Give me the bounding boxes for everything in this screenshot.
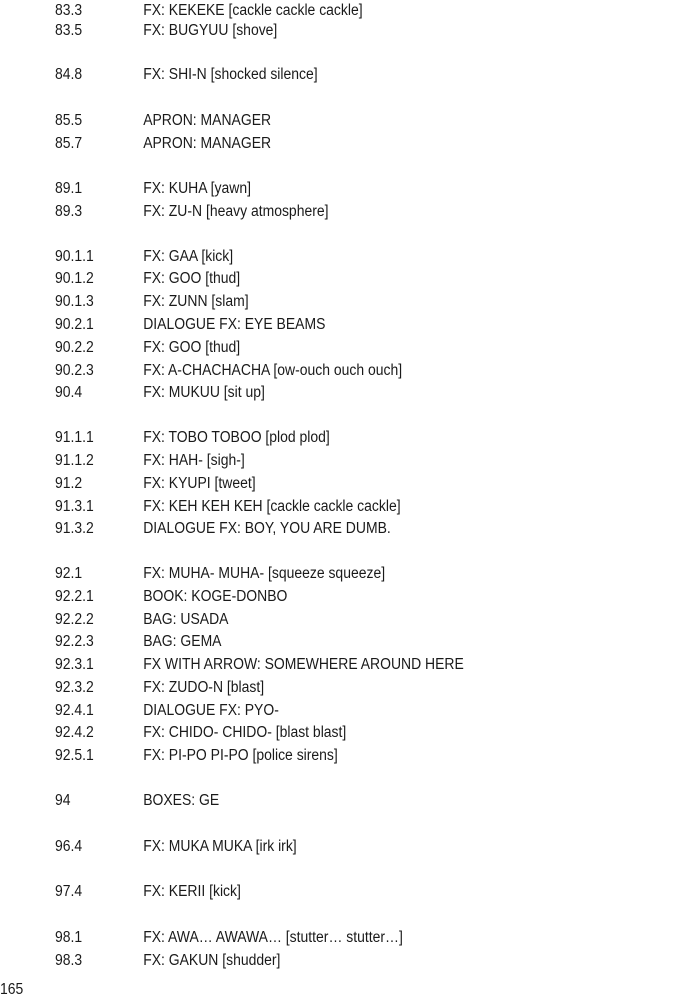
list-item	[55, 631, 622, 653]
entry-text: APRON: MANAGER	[143, 112, 272, 129]
entry-text: FX: ZUNN [slam]	[143, 293, 249, 310]
entry-text: DIALOGUE FX: BOY, YOU ARE DUMB.	[143, 520, 391, 537]
list-item	[55, 745, 622, 767]
list-item	[55, 360, 622, 382]
entry-ref: 90.4	[55, 384, 83, 401]
list-item	[55, 790, 622, 812]
entry-text: FX WITH ARROW: SOMEWHERE AROUND HERE	[143, 656, 464, 673]
entry-text: FX: GOO [thud]	[143, 270, 241, 287]
entry-ref: 85.5	[55, 112, 83, 129]
list-item	[55, 268, 622, 290]
entry-text: FX: KUHA [yawn]	[143, 180, 251, 197]
list-item	[55, 563, 622, 585]
entry-text: APRON: MANAGER	[143, 135, 272, 152]
entry-ref: 96.4	[55, 838, 83, 855]
entry-text: FX: MUHA- MUHA- [squeeze squeeze]	[143, 565, 386, 582]
entry-ref: 92.2.2	[55, 611, 94, 628]
entry-text: DIALOGUE FX: EYE BEAMS	[143, 316, 326, 333]
list-item	[55, 586, 622, 608]
entry-text: FX: AWA… AWAWA… [stutter… stutter…]	[143, 929, 403, 946]
entry-text: FX: MUKUU [sit up]	[143, 384, 265, 401]
list-item	[55, 722, 622, 744]
list-item	[55, 927, 622, 949]
entry-ref: 92.4.1	[55, 702, 94, 719]
entry-text: BAG: GEMA	[143, 633, 222, 650]
list-item	[55, 133, 622, 155]
page-number: 165	[0, 981, 24, 998]
entry-ref: 94	[55, 792, 71, 809]
list-item	[55, 836, 622, 858]
entry-text: FX: TOBO TOBOO [plod plod]	[143, 429, 330, 446]
entry-text: FX: HAH- [sigh-]	[143, 452, 245, 469]
entry-ref: 89.3	[55, 203, 83, 220]
list-item	[55, 496, 622, 518]
list-item	[55, 450, 622, 472]
entry-ref: 90.2.2	[55, 339, 94, 356]
entry-text: BAG: USADA	[143, 611, 229, 628]
entry-text: FX: GAKUN [shudder]	[143, 952, 281, 969]
entry-ref: 90.1.3	[55, 293, 94, 310]
entry-ref: 90.1.2	[55, 270, 94, 287]
list-item	[55, 64, 622, 86]
entry-text: FX: MUKA MUKA [irk irk]	[143, 838, 297, 855]
entry-ref: 83.5	[55, 22, 83, 39]
entry-ref: 89.1	[55, 180, 83, 197]
entry-text: BOOK: KOGE-DONBO	[143, 588, 288, 605]
entry-text: FX: CHIDO- CHIDO- [blast blast]	[143, 724, 347, 741]
entry-text: FX: KERII [kick]	[143, 883, 241, 900]
entry-ref: 91.3.1	[55, 498, 94, 515]
list-item	[55, 201, 622, 223]
entry-ref: 98.3	[55, 952, 83, 969]
entry-ref: 91.1.2	[55, 452, 94, 469]
entry-text: FX: ZU-N [heavy atmosphere]	[143, 203, 329, 220]
list-item	[55, 0, 622, 22]
entry-text: FX: SHI-N [shocked silence]	[143, 66, 318, 83]
entry-text: FX: ZUDO-N [blast]	[143, 679, 265, 696]
list-item	[55, 291, 622, 313]
entry-ref: 92.2.3	[55, 633, 94, 650]
entry-ref: 90.2.1	[55, 316, 94, 333]
entry-ref: 90.1.1	[55, 248, 94, 265]
entry-ref: 92.4.2	[55, 724, 94, 741]
entry-ref: 83.3	[55, 2, 83, 19]
entry-ref: 90.2.3	[55, 362, 94, 379]
entry-ref: 84.8	[55, 66, 83, 83]
entry-text: FX: KEH KEH KEH [cackle cackle cackle]	[143, 498, 401, 515]
list-item	[55, 20, 622, 42]
entry-ref: 97.4	[55, 883, 83, 900]
list-item	[55, 110, 622, 132]
entry-text: FX: GAA [kick]	[143, 248, 234, 265]
list-item	[55, 427, 622, 449]
entry-text: FX: A-CHACHACHA [ow-ouch ouch ouch]	[143, 362, 403, 379]
list-item	[55, 950, 622, 972]
list-item	[55, 382, 622, 404]
entry-ref: 92.5.1	[55, 747, 94, 764]
entry-ref: 92.3.1	[55, 656, 94, 673]
list-item	[55, 246, 622, 268]
entry-text: FX: PI-PO PI-PO [police sirens]	[143, 747, 338, 764]
entry-text: FX: KEKEKE [cackle cackle cackle]	[143, 2, 363, 19]
list-item	[55, 178, 622, 200]
entry-ref: 92.3.2	[55, 679, 94, 696]
entry-ref: 91.3.2	[55, 520, 94, 537]
entry-ref: 91.1.1	[55, 429, 94, 446]
entry-text: FX: KYUPI [tweet]	[143, 475, 256, 492]
entry-ref: 91.2	[55, 475, 83, 492]
list-item	[55, 473, 622, 495]
entry-text: BOXES: GE	[143, 792, 220, 809]
entry-text: DIALOGUE FX: PYO-	[143, 702, 279, 719]
list-item	[55, 337, 622, 359]
list-item	[55, 677, 622, 699]
list-item	[55, 609, 622, 631]
entry-ref: 85.7	[55, 135, 83, 152]
entry-ref: 92.2.1	[55, 588, 94, 605]
entry-text: FX: BUGYUU [shove]	[143, 22, 278, 39]
entry-text: FX: GOO [thud]	[143, 339, 241, 356]
list-item	[55, 654, 622, 676]
list-item	[55, 700, 622, 722]
entry-ref: 92.1	[55, 565, 83, 582]
list-item	[55, 314, 622, 336]
list-item	[55, 881, 622, 903]
list-item	[55, 518, 622, 540]
entry-ref: 98.1	[55, 929, 83, 946]
